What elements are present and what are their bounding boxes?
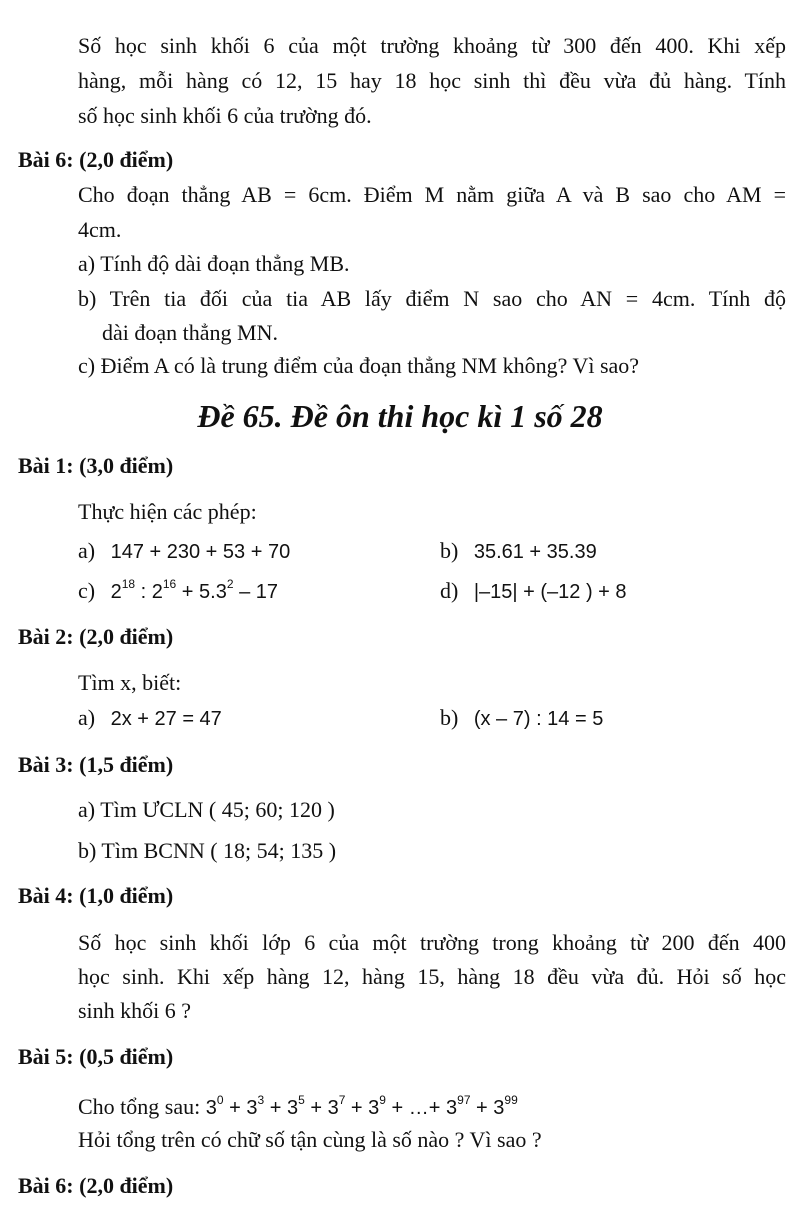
bai5-term-separator: +	[345, 1097, 369, 1119]
prev-bai6-line-1: Cho đoạn thẳng AB = 6cm. Điểm M nằm giữa A và B sao cho AM =	[78, 182, 786, 207]
bai5-sum-expr	[205, 1093, 518, 1119]
prev-bai6-heading: Bài 6: (2,0 điểm)	[18, 147, 174, 172]
bai1-a-label: a)	[78, 538, 96, 563]
bai5-term-base: 3	[327, 1097, 339, 1119]
bai5-term-exponent: 7	[338, 1093, 346, 1108]
bai5-sum-line	[78, 1093, 518, 1122]
bai3-part-a: a) Tìm ƯCLN ( 45; 60; 120 )	[78, 797, 335, 822]
bai2-b-label: b)	[440, 705, 459, 730]
bai5-term-base: 3	[286, 1097, 299, 1119]
bai1-d-expr: |–15| + (–12 ) + 8	[473, 581, 627, 603]
intro-line-1: Số học sinh khối 6 của một trường khoảng từ 300 đến 400. Khi xếp	[78, 33, 786, 58]
prev-bai6-line-2: 4cm.	[78, 217, 122, 242]
bai5-term-separator: +	[304, 1097, 328, 1119]
bai1-part-d	[440, 577, 627, 606]
bai2-part-b	[440, 704, 603, 733]
prev-bai6-part-b-line-2: dài đoạn thẳng MN.	[102, 320, 278, 345]
bai5-term-base: 3	[368, 1097, 380, 1119]
bai1-a-expr: 147 + 230 + 53 + 70	[110, 541, 291, 563]
bai2-b-expr: (x – 7) : 14 = 5	[473, 708, 604, 730]
bai5-term-exponent: 5	[298, 1093, 305, 1108]
bai5-term-exponent: 97	[457, 1093, 471, 1108]
bai3-heading: Bài 3: (1,5 điểm)	[18, 752, 174, 777]
bai1-part-b	[440, 537, 597, 566]
intro-line-3: số học sinh khối 6 của trường đó.	[78, 103, 372, 128]
bai1-heading: Bài 1: (3,0 điểm)	[18, 453, 174, 478]
bai2-a-expr: 2x + 27 = 47	[110, 708, 222, 730]
bai5-term-separator: + …+	[385, 1097, 447, 1119]
bai1-b-expr: 35.61 + 35.39	[473, 541, 597, 563]
bai5-term-separator: +	[470, 1097, 494, 1119]
bai2-heading: Bài 2: (2,0 điểm)	[18, 624, 174, 649]
bai5-question: Hỏi tổng trên có chữ số tận cùng là số nào ? Vì sao ?	[78, 1127, 542, 1152]
bai5-term-exponent: 3	[257, 1093, 265, 1108]
bai5-term-exponent: 0	[216, 1093, 224, 1108]
bai5-term-exponent: 99	[504, 1093, 518, 1108]
bai5-term-exponent: 9	[379, 1093, 386, 1108]
bai1-part-c	[78, 577, 278, 606]
bai5-term-separator: +	[264, 1097, 287, 1119]
bai2-part-a	[78, 704, 222, 733]
bai1-c-expr: $2^{18}$ : $2^{16} + 5.3^2 - 17$	[110, 577, 279, 603]
bai5-term-base: 3	[446, 1097, 458, 1119]
prev-bai6-part-b-line-1: b) Trên tia đối của tia AB lấy điểm N sao cho AN = 4cm. Tính độ	[78, 286, 786, 311]
bai6-heading: Bài 6: (2,0 điểm)	[18, 1173, 174, 1198]
bai1-part-a	[78, 537, 290, 566]
bai5-prefix: Cho tổng sau:	[78, 1094, 206, 1119]
bai5-term-base: 3	[246, 1097, 258, 1119]
bai1-intro: Thực hiện các phép:	[78, 499, 257, 524]
bai2-intro: Tìm x, biết:	[78, 670, 182, 695]
bai2-a-label: a)	[78, 705, 96, 730]
exam-title: Đề 65. Đề ôn thi học kì 1 số 28	[197, 398, 603, 434]
bai1-d-label: d)	[440, 578, 459, 603]
bai5-term-separator: +	[223, 1097, 247, 1119]
bai4-heading: Bài 4: (1,0 điểm)	[18, 883, 174, 908]
bai4-line-3: sinh khối 6 ?	[78, 998, 192, 1023]
bai3-part-b: b) Tìm BCNN ( 18; 54; 135 )	[78, 838, 337, 863]
prev-bai6-part-c: c) Điểm A có là trung điểm của đoạn thẳng NM không? Vì sao?	[78, 353, 640, 378]
prev-bai6-part-a: a) Tính độ dài đoạn thẳng MB.	[78, 251, 350, 276]
bai5-term-base: 3	[493, 1097, 505, 1119]
bai1-c-label: c)	[78, 578, 96, 603]
intro-line-2: hàng, mỗi hàng có 12, 15 hay 18 học sinh thì đều vừa đủ hàng. Tính	[78, 68, 786, 93]
bai1-b-label: b)	[440, 538, 459, 563]
bai5-heading: Bài 5: (0,5 điểm)	[18, 1044, 174, 1069]
bai4-line-1: Số học sinh khối lớp 6 của một trường trong khoảng từ 200 đến 400	[78, 930, 786, 955]
bai4-line-2: học sinh. Khi xếp hàng 12, hàng 15, hàng 18 đều vừa đủ. Hỏi số học	[78, 964, 786, 989]
bai5-term-base: 3	[205, 1097, 217, 1119]
